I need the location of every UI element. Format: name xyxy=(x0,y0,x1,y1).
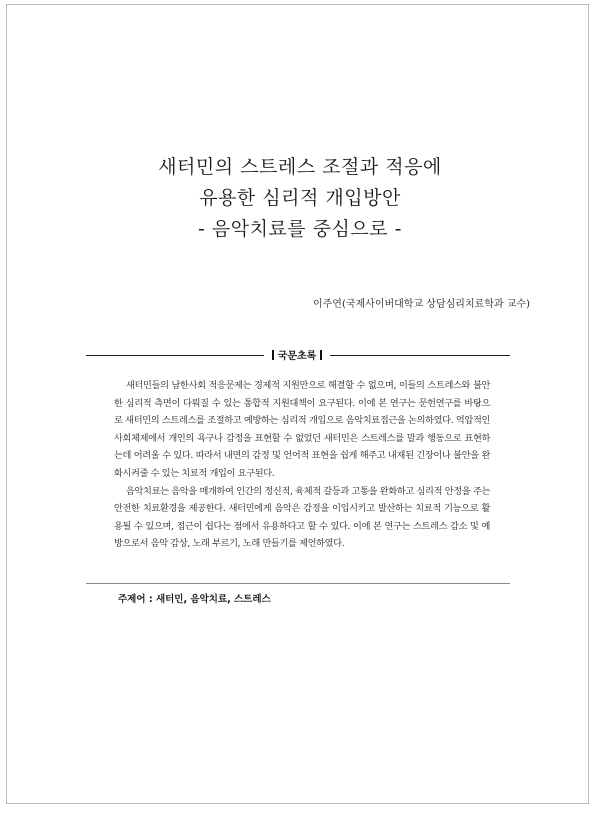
paper-title-line-1: 새터민의 스트레스 조절과 적응에 xyxy=(158,156,442,178)
abstract-body xyxy=(114,377,490,553)
abstract-heading xyxy=(264,347,330,362)
heading-bar-right xyxy=(320,350,322,360)
abstract-heading-text: 국문초록 xyxy=(277,351,317,362)
abstract-rule-right xyxy=(330,355,510,356)
abstract-bottom-rule xyxy=(86,583,510,584)
paper-subtitle: - 음악치료를 중심으로 - xyxy=(197,218,403,240)
paper-title-line-2: 유용한 심리적 개입방안 xyxy=(199,187,401,209)
abstract-paragraph-2: 음악치료는 음악을 매개하여 인간의 정신적, 육체적 갈등과 고통을 완화하고 심리적 안정을 주는 안전한 치료환경을 제공한다. 새터민에게 음악은 감정을 이입시키고 발산하는 치료적 기능으로 활용될 수 있으며, 접근이 쉽다는 점에서 유용하다고 할 수 있다. 이에 본 연구는 스트레스 감소 및 예방으로서 음악 감상, 노래 부르기, 노래 만들기를 제언하였다. xyxy=(114,485,490,550)
author-affiliation: 이주연(국제사이버대학교 상담심리치료학과 교수) xyxy=(312,299,530,310)
keywords: 주제어 : 새터민, 음악치료, 스트레스 xyxy=(118,594,271,605)
abstract-rule-left xyxy=(86,355,264,356)
heading-bar-left xyxy=(272,350,274,360)
abstract-paragraph-1: 새터민들의 남한사회 적응문제는 경제적 지원만으로 해결할 수 없으며, 이들의 스트레스와 불안한 심리적 측면이 다뤄질 수 있는 통합적 지원대책이 요구된다. 이에 본 연구는 문헌연구를 바탕으로 새터민의 스트레스를 조절하고 예방하는 심리적 개입으로 음악치료접근을 논의하였다. 억압적인 사회체제에서 개인의 욕구나 감정을 표현할 수 없었던 새터민은 스트레스를 말과 행동으로 표현하는데 어려울 수 있다. 따라서 내면의 감정 및 언어적 표현을 쉽게 해주고 내재된 긴장이나 불안을 완화시켜줄 수 있는 치료적 개입이 요구된다. xyxy=(114,380,490,479)
